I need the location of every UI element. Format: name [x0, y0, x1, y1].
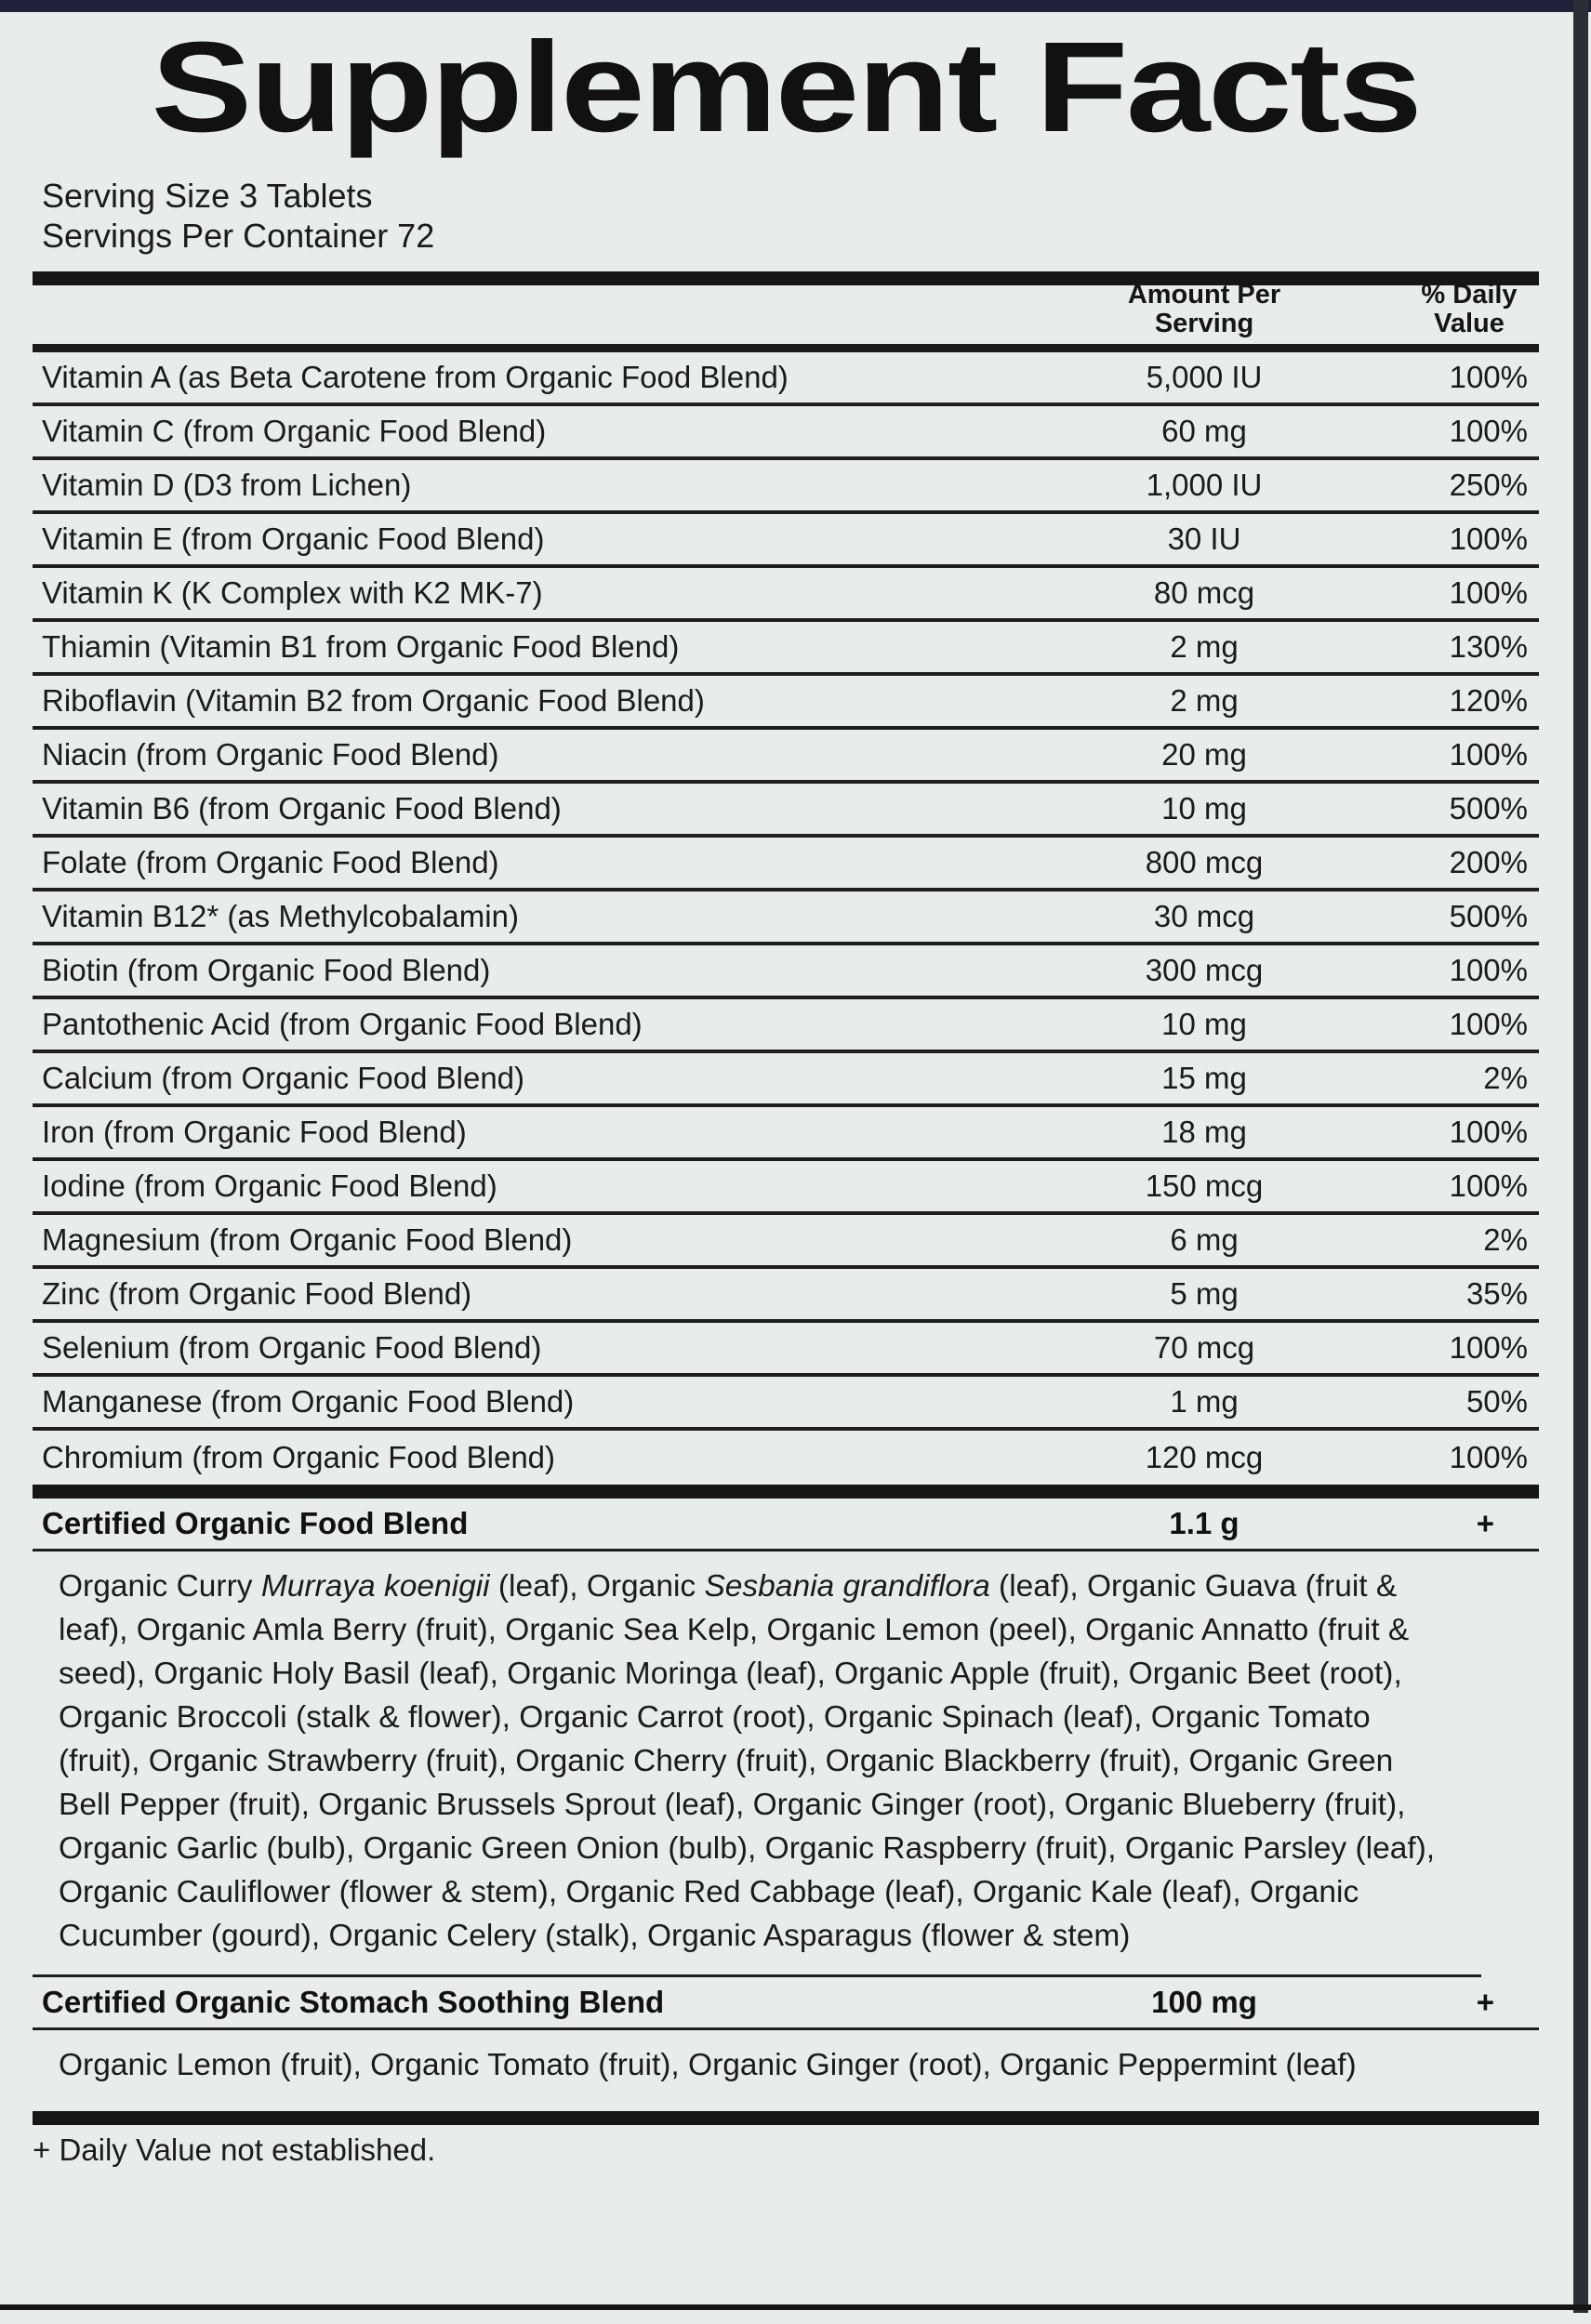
table-row — [33, 352, 1539, 406]
label-right-border — [1573, 0, 1588, 2313]
nutrient-name: Niacin (from Organic Food Blend) — [42, 737, 499, 772]
nutrient-amount: 5,000 IU — [1146, 360, 1263, 394]
nutrient-dv: 250% — [1449, 468, 1528, 502]
table-row — [33, 891, 1539, 945]
blend-dv: + — [1476, 1985, 1494, 2019]
nutrient-name: Pantothenic Acid (from Organic Food Blend) — [42, 1007, 643, 1041]
table-row — [33, 1161, 1539, 1215]
nutrient-name: Zinc (from Organic Food Blend) — [42, 1276, 472, 1311]
nutrient-dv: 100% — [1449, 1330, 1528, 1365]
table-row — [33, 838, 1539, 891]
table-row — [33, 945, 1539, 999]
nutrient-name: Chromium (from Organic Food Blend) — [42, 1440, 556, 1474]
table-row — [33, 568, 1539, 622]
nutrient-name: Vitamin B6 (from Organic Food Blend) — [42, 791, 562, 825]
blend-food-header-row — [33, 1499, 1539, 1552]
nutrient-amount: 10 mg — [1161, 1007, 1247, 1041]
nutrient-name: Biotin (from Organic Food Blend) — [42, 953, 491, 987]
nutrient-name: Iodine (from Organic Food Blend) — [42, 1169, 497, 1203]
nutrient-dv: 500% — [1449, 791, 1528, 825]
nutrient-name: Manganese (from Organic Food Blend) — [42, 1384, 575, 1419]
serving-info — [33, 176, 1539, 256]
nutrient-amount: 10 mg — [1161, 791, 1247, 825]
nutrient-name: Vitamin D (D3 from Lichen) — [42, 468, 412, 502]
nutrient-dv: 130% — [1449, 629, 1528, 664]
supplement-facts-panel — [33, 12, 1539, 2168]
table-row — [33, 784, 1539, 838]
ingredient-text: Organic Curry — [59, 1569, 261, 1604]
nutrient-name: Magnesium (from Organic Food Blend) — [42, 1222, 573, 1257]
daily-value-footnote: + Daily Value not established. — [33, 2133, 436, 2167]
table-row — [33, 730, 1539, 784]
top-edge-bar — [0, 0, 1591, 12]
nutrient-name: Vitamin E (from Organic Food Blend) — [42, 522, 545, 556]
nutrient-amount: 30 mcg — [1153, 899, 1255, 933]
nutrient-name: Calcium (from Organic Food Blend) — [42, 1061, 525, 1095]
table-row — [33, 1215, 1539, 1269]
blend-amount: 1.1 g — [1169, 1506, 1240, 1540]
nutrient-amount: 2 mg — [1170, 683, 1239, 718]
col-header-amount — [1018, 281, 1297, 338]
table-row — [33, 1053, 1539, 1107]
nutrient-amount: 120 mcg — [1145, 1440, 1264, 1474]
nutrient-name: Vitamin A (as Beta Carotene from Organic Food Blend) — [42, 360, 789, 394]
blend-name: Certified Organic Stomach Soothing Blend — [42, 1985, 665, 2019]
nutrient-dv: 100% — [1449, 953, 1528, 987]
nutrient-amount: 6 mg — [1170, 1222, 1239, 1257]
nutrient-dv: 500% — [1449, 899, 1528, 933]
table-row — [33, 1269, 1539, 1323]
nutrient-dv: 100% — [1449, 737, 1528, 772]
nutrient-name: Iron (from Organic Food Blend) — [42, 1115, 467, 1149]
ingredient-latin-name: Murraya koenigii — [260, 1569, 490, 1604]
col-header-dv-line2: Value — [1434, 309, 1505, 338]
label-bottom-line — [0, 2304, 1591, 2310]
nutrient-name: Selenium (from Organic Food Blend) — [42, 1330, 542, 1365]
nutrient-amount: 800 mcg — [1145, 845, 1264, 879]
nutrient-dv: 100% — [1449, 1115, 1528, 1149]
divider-thick-footnote — [33, 2111, 1539, 2125]
serving-size: Serving Size 3 Tablets — [42, 177, 373, 215]
nutrient-dv: 200% — [1449, 845, 1528, 879]
blend-soothing-header-row — [33, 1977, 1539, 2030]
nutrient-name: Thiamin (Vitamin B1 from Organic Food Blend) — [42, 629, 680, 664]
nutrient-name: Vitamin K (K Complex with K2 MK-7) — [42, 575, 543, 610]
nutrient-dv: 100% — [1449, 360, 1528, 394]
nutrient-rows — [33, 352, 1539, 1485]
blend-name: Certified Organic Food Blend — [42, 1506, 469, 1540]
nutrient-amount: 30 IU — [1167, 522, 1241, 556]
nutrient-dv: 100% — [1449, 575, 1528, 610]
ingredient-text: Organic Lemon (fruit), Organic Tomato (fruit), Organic Ginger (root), Organic Peppermint (leaf) — [59, 2048, 1357, 2082]
col-header-amount-line1: Amount Per — [1127, 280, 1281, 310]
table-row — [33, 1107, 1539, 1161]
ingredient-latin-name: Sesbania grandiflora — [704, 1569, 990, 1604]
nutrient-dv: 100% — [1449, 1169, 1528, 1203]
nutrient-amount: 2 mg — [1170, 629, 1239, 664]
nutrient-amount: 300 mcg — [1145, 953, 1264, 987]
nutrient-dv: 2% — [1483, 1222, 1528, 1257]
blend-soothing-ingredients — [33, 2030, 1407, 2111]
blend-food-ingredients — [33, 1552, 1481, 1977]
nutrient-dv: 35% — [1465, 1276, 1528, 1311]
nutrient-name: Vitamin C (from Organic Food Blend) — [42, 414, 547, 448]
nutrient-name: Folate (from Organic Food Blend) — [42, 845, 499, 879]
divider-medium-header — [33, 344, 1539, 352]
table-row — [33, 514, 1539, 568]
nutrient-amount: 5 mg — [1170, 1276, 1239, 1311]
nutrient-amount: 150 mcg — [1145, 1169, 1264, 1203]
nutrient-amount: 20 mg — [1161, 737, 1247, 772]
ingredient-text: (leaf), Organic Guava (fruit & leaf), Organic Amla Berry (fruit), Organic Sea Kelp, Organic Lemon (peel), Organic Annatto (fruit & seed), Organic Holy Basil (leaf), Organic Moringa (leaf), Organic Apple (fruit), Organic Beet (root), Organic Broccoli (stalk & flower), Organic Carrot (root), Organic Spinach (leaf), Organic Tomato (fruit), Organic Strawberry (fruit), Organic Cherry (fruit), Organic Blackberry (fruit), Organic Green Bell Pepper (fruit), Organic Brussels Sprout (leaf), Organic Ginger (root), Organic Blueberry (fruit), Organic Garlic (bulb), Organic Green Onion (bulb), Organic Raspberry (fruit), Organic Parsley (leaf), Organic Cauliflower (flower & stem), Organic Red Cabbage (leaf), Organic Kale (leaf), Organic Cucumber (gourd), Organic Celery (stalk), Organic Asparagus (flower & stem) — [59, 1569, 1436, 1953]
divider-thick-blend — [33, 1485, 1539, 1499]
table-row — [33, 676, 1539, 730]
nutrient-name: Riboflavin (Vitamin B2 from Organic Food Blend) — [42, 683, 705, 718]
servings-per-container: Servings Per Container 72 — [42, 217, 435, 255]
col-header-amount-line2: Serving — [1154, 309, 1254, 338]
page-title: Supplement Facts — [151, 16, 1421, 159]
nutrient-amount: 1,000 IU — [1146, 468, 1263, 502]
table-header — [33, 280, 1539, 344]
nutrient-amount: 15 mg — [1161, 1061, 1247, 1095]
table-row — [33, 1431, 1539, 1485]
table-row — [33, 1377, 1539, 1431]
nutrient-dv: 120% — [1449, 683, 1528, 718]
blend-amount: 100 mg — [1151, 1985, 1257, 2019]
blend-dv: + — [1476, 1506, 1494, 1540]
nutrient-dv: 2% — [1483, 1061, 1528, 1095]
nutrient-dv: 100% — [1449, 1007, 1528, 1041]
nutrient-amount: 60 mg — [1161, 414, 1247, 448]
nutrient-dv: 100% — [1449, 522, 1528, 556]
nutrient-dv: 100% — [1449, 1440, 1528, 1474]
table-row — [33, 406, 1539, 460]
table-row — [33, 999, 1539, 1053]
nutrient-dv: 50% — [1465, 1384, 1528, 1419]
nutrient-dv: 100% — [1449, 414, 1528, 448]
nutrient-amount: 1 mg — [1170, 1384, 1239, 1419]
col-header-dv — [1297, 281, 1539, 338]
ingredient-text: (leaf), Organic — [489, 1569, 705, 1604]
col-header-dv-line1: % Daily — [1421, 280, 1518, 310]
nutrient-amount: 80 mcg — [1153, 575, 1255, 610]
table-row — [33, 460, 1539, 514]
nutrient-name: Vitamin B12* (as Methylcobalamin) — [42, 899, 519, 933]
table-row — [33, 622, 1539, 676]
nutrient-amount: 70 mcg — [1153, 1330, 1255, 1365]
table-row — [33, 1323, 1539, 1377]
nutrient-amount: 18 mg — [1161, 1115, 1247, 1149]
